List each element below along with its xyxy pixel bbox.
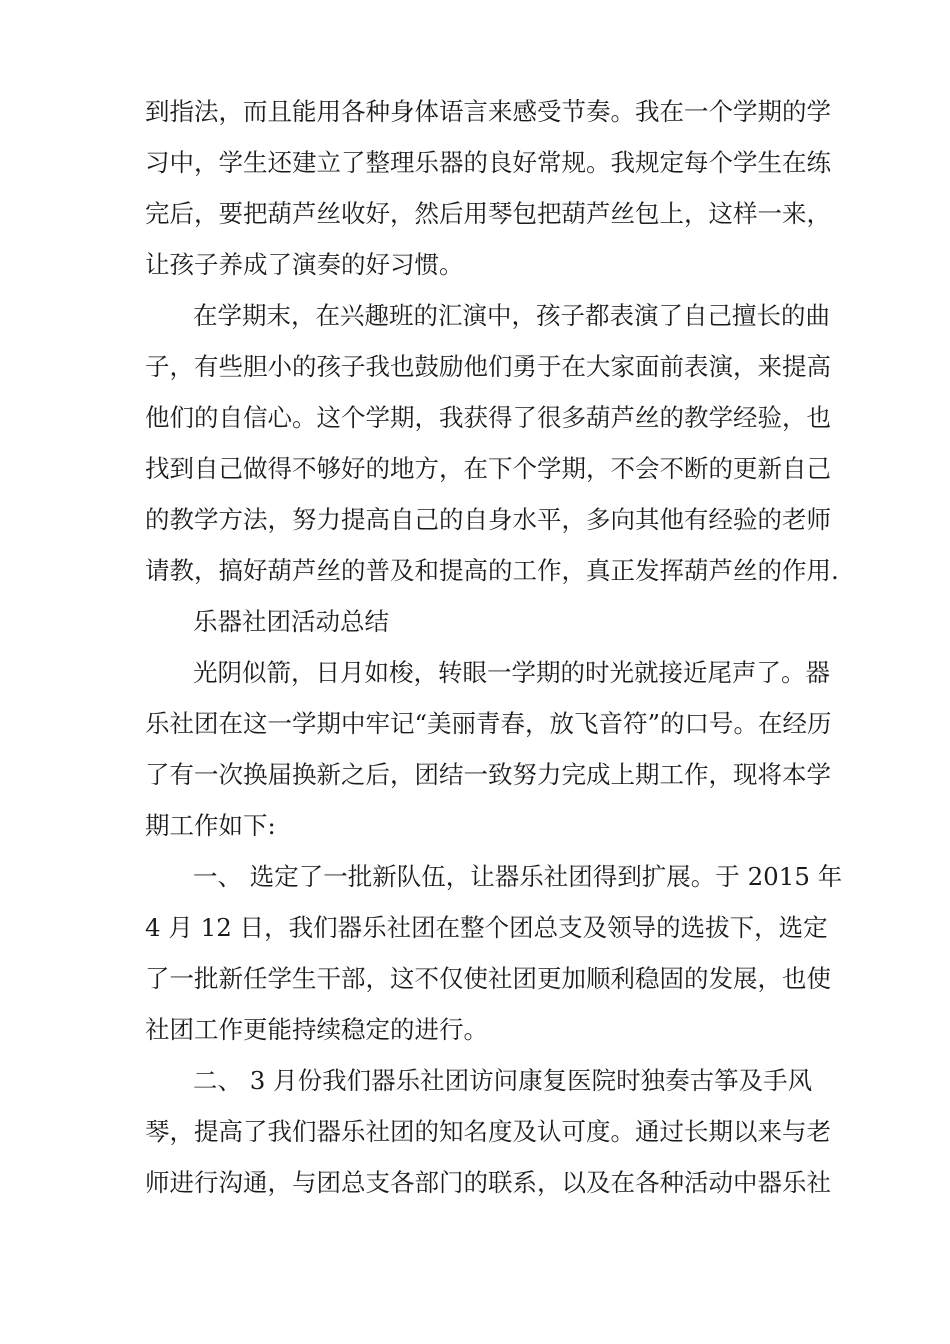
paragraph-first-line: 在学期末，在兴趣班的汇演中，孩子都表演了自己擅长的曲 bbox=[193, 301, 830, 330]
text-line: 让孩子养成了演奏的好习惯。 bbox=[145, 250, 464, 279]
text-line: 子，有些胆小的孩子我也鼓励他们勇于在大家面前表演，来提高 bbox=[145, 352, 831, 381]
text-line: 琴，提高了我们器乐社团的知名度及认可度。通过长期以来与老 bbox=[145, 1117, 831, 1146]
text-line: 到指法，而且能用各种身体语言来感受节奏。我在一个学期的学 bbox=[145, 97, 831, 126]
text-line: 乐社团在这一学期中牢记“美丽青春，放飞音符”的口号。在经历 bbox=[145, 709, 832, 738]
text-line: 找到自己做得不够好的地方，在下个学期，不会不断的更新自己 bbox=[145, 454, 831, 483]
text-line: 社团工作更能持续稳定的进行。 bbox=[145, 1015, 488, 1044]
paragraph-first-line: 光阴似箭，日月如梭，转眼一学期的时光就接近尾声了。器 bbox=[193, 658, 830, 687]
section-heading: 乐器社团活动总结 bbox=[193, 607, 389, 636]
text-line: 师进行沟通，与团总支各部门的联系，以及在各种活动中器乐社 bbox=[145, 1168, 831, 1197]
list-item-two-first-line: 二、 3 月份我们器乐社团访问康复医院时独奏古筝及手风 bbox=[193, 1066, 813, 1095]
text-line: 4 月 12 日，我们器乐社团在整个团总支及领导的选拔下，选定 bbox=[145, 913, 828, 942]
text-line: 的教学方法，努力提高自己的自身水平，多向其他有经验的老师 bbox=[145, 505, 831, 534]
text-line: 请教，搞好葫芦丝的普及和提高的工作，真正发挥葫芦丝的作用. bbox=[145, 556, 839, 585]
text-line: 了有一次换届换新之后，团结一致努力完成上期工作，现将本学 bbox=[145, 760, 831, 789]
text-line: 完后，要把葫芦丝收好，然后用琴包把葫芦丝包上，这样一来， bbox=[145, 199, 831, 228]
text-line: 习中，学生还建立了整理乐器的良好常规。我规定每个学生在练 bbox=[145, 148, 831, 177]
list-item-one-first-line: 一、 选定了一批新队伍，让器乐社团得到扩展。于 2015 年 bbox=[193, 862, 843, 891]
text-line: 期工作如下: bbox=[145, 811, 276, 840]
text-line: 他们的自信心。这个学期，我获得了很多葫芦丝的教学经验，也 bbox=[145, 403, 831, 432]
text-line: 了一批新任学生干部，这不仅使社团更加顺利稳固的发展，也使 bbox=[145, 964, 831, 993]
